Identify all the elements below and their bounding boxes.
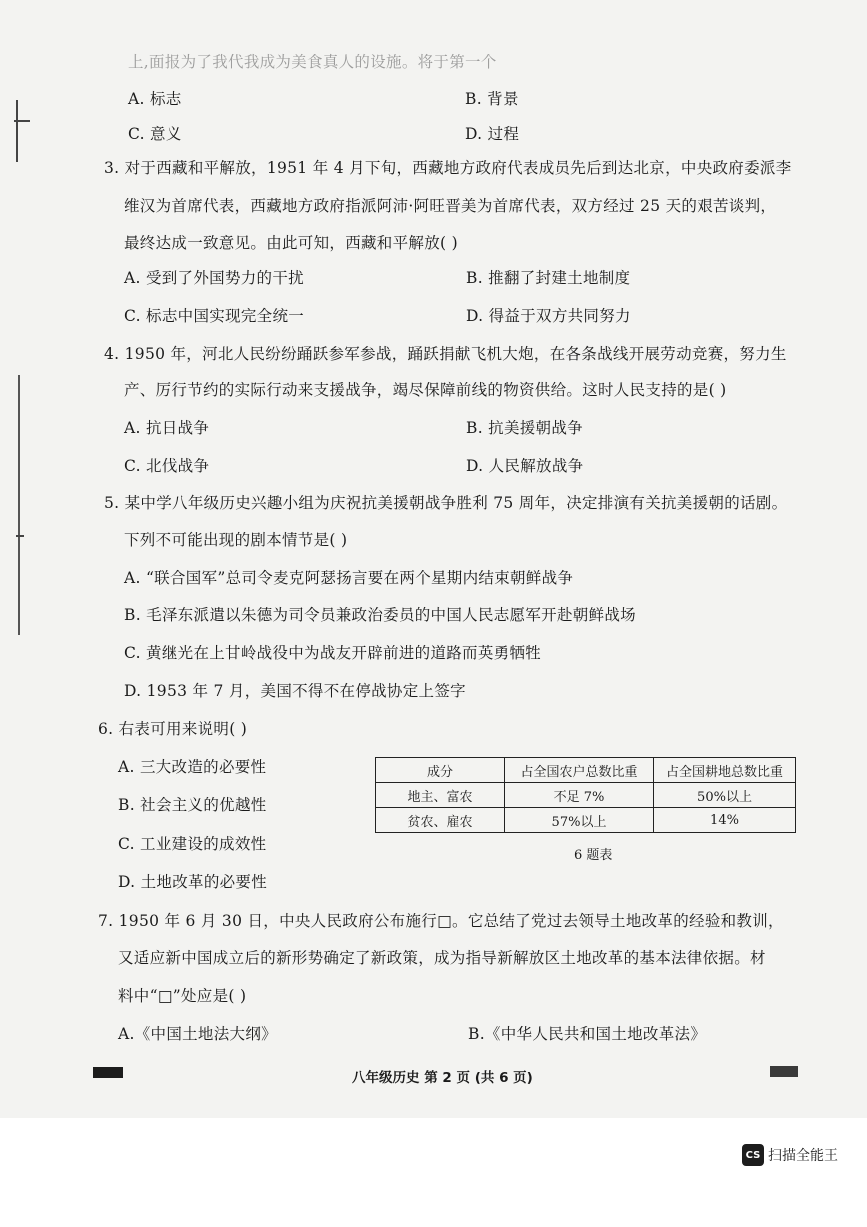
- q5-option-a: A. “联合国军”总司令麦克阿瑟扬言要在两个星期内结束朝鲜战争: [124, 569, 574, 587]
- q6-option-d: D. 土地改革的必要性: [118, 873, 268, 891]
- q7-stem-line2: 又适应新中国成立后的新形势确定了新政策，成为指导新解放区土地改革的基本法律依据。材: [118, 949, 766, 967]
- binding-tick: [14, 120, 30, 122]
- q7-option-a: A.《中国土地法大纲》: [118, 1025, 277, 1043]
- binding-mark: [16, 100, 18, 162]
- table-row: [376, 783, 796, 808]
- q3-option-d: D. 得益于双方共同努力: [466, 307, 631, 325]
- q5-option-c: C. 黄继光在上甘岭战役中为战友开辟前进的道路而英勇牺牲: [124, 644, 542, 662]
- q6-stem: 6. 右表可用来说明( ): [98, 720, 248, 738]
- table-header-cell: 占全国农户总数比重: [505, 758, 654, 783]
- camscanner-icon: CS: [742, 1144, 764, 1166]
- q5-option-d: D. 1953 年 7 月，美国不得不在停战协定上签字: [124, 682, 466, 700]
- footer-marker-left: [93, 1067, 123, 1078]
- q7-stem-line3: 料中“□”处应是( ): [118, 987, 247, 1005]
- q6-option-b: B. 社会主义的优越性: [118, 796, 267, 814]
- table-cell: 不足 7%: [505, 783, 654, 808]
- table-cell: 57%以上: [505, 808, 654, 833]
- scanner-watermark: [742, 1144, 838, 1166]
- q5-stem-line2: 下列不可能出现的剧本情节是( ): [124, 531, 348, 549]
- q2-option-b: B. 背景: [465, 90, 519, 108]
- q6-option-a: A. 三大改造的必要性: [118, 758, 267, 776]
- table-row: [376, 808, 796, 833]
- q4-stem-line1: 4. 1950 年，河北人民纷纷踊跃参军参战，踊跃捐献飞机大炮，在各条战线开展劳动竞赛，努力生: [104, 345, 787, 363]
- q7-stem-line1: 7. 1950 年 6 月 30 日，中央人民政府公布施行□。它总结了党过去领导土地改革的经验和教训，: [98, 912, 784, 930]
- watermark-text: 扫描全能王: [768, 1148, 838, 1164]
- table-header-row: [376, 758, 796, 783]
- q2-option-a: A. 标志: [128, 90, 182, 108]
- q4-option-b: B. 抗美援朝战争: [466, 419, 583, 437]
- q4-option-d: D. 人民解放战争: [466, 457, 584, 475]
- table-cell: 贫农、雇农: [376, 808, 505, 833]
- q5-option-b: B. 毛泽东派遣以朱德为司令员兼政治委员的中国人民志愿军开赴朝鲜战场: [124, 606, 636, 624]
- q3-option-c: C. 标志中国实现完全统一: [124, 307, 305, 325]
- footer-marker-right: [770, 1066, 798, 1077]
- q5-stem-line1: 5. 某中学八年级历史兴趣小组为庆祝抗美援朝战争胜利 75 周年，决定排演有关抗美援朝的话剧。: [104, 494, 788, 512]
- table-cell: 地主、富农: [376, 783, 505, 808]
- q4-option-a: A. 抗日战争: [124, 419, 210, 437]
- q7-option-b: B.《中华人民共和国土地改革法》: [468, 1025, 707, 1043]
- table-cell: 50%以上: [654, 783, 796, 808]
- q2-option-c: C. 意义: [128, 125, 182, 143]
- binding-line: [18, 375, 20, 635]
- table-caption: 6 题表: [574, 848, 613, 863]
- binding-tick: [16, 535, 24, 537]
- q3-option-a: A. 受到了外国势力的干扰: [124, 269, 304, 287]
- q3-stem-line2: 维汉为首席代表，西藏地方政府指派阿沛·阿旺晋美为首席代表，双方经过 25 天的艰苦谈判，: [124, 197, 777, 215]
- q2-option-d: D. 过程: [465, 125, 520, 143]
- q6-data-table: [375, 757, 796, 833]
- table-header-cell: 成分: [376, 758, 505, 783]
- partial-top-line: 上,面报为了我代我成为美食真人的设施。将于第一个: [128, 53, 497, 71]
- page-footer: 八年级历史 第 2 页 (共 6 页): [352, 1070, 533, 1086]
- table-cell: 14%: [654, 808, 796, 833]
- q3-stem-line1: 3. 对于西藏和平解放，1951 年 4 月下旬，西藏地方政府代表成员先后到达北京，中央政府委派李: [104, 159, 792, 177]
- q3-option-b: B. 推翻了封建土地制度: [466, 269, 631, 287]
- q4-option-c: C. 北伐战争: [124, 457, 210, 475]
- q4-stem-line2: 产、厉行节约的实际行动来支援战争，竭尽保障前线的物资供给。这时人民支持的是( ): [124, 381, 727, 399]
- q3-stem-line3: 最终达成一致意见。由此可知，西藏和平解放( ): [124, 234, 458, 252]
- table-header-cell: 占全国耕地总数比重: [654, 758, 796, 783]
- q6-option-c: C. 工业建设的成效性: [118, 835, 267, 853]
